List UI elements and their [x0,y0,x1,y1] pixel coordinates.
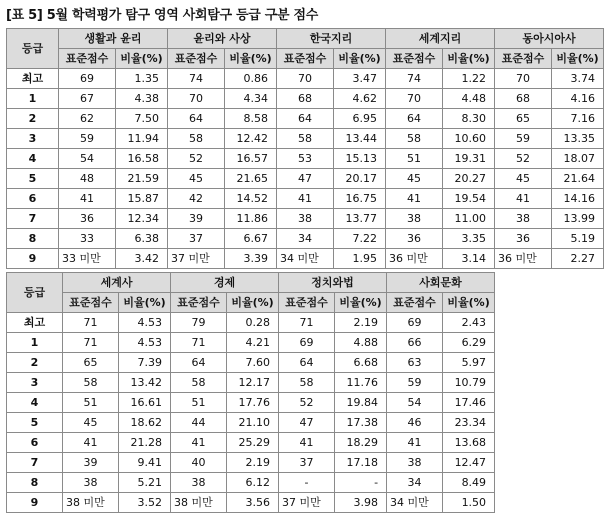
grade-cell: 9 [7,249,59,269]
ratio-cell: 5.19 [552,229,604,249]
ratio-cell: 4.34 [225,89,277,109]
score-table-2 [6,272,495,513]
grade-cell: 5 [7,413,63,433]
ratio-cell: 6.95 [334,109,386,129]
ratio-cell: 1.95 [334,249,386,269]
ratio-cell: 16.58 [116,149,168,169]
score-table-1 [6,28,604,269]
ratio-cell: 21.65 [225,169,277,189]
grade-cell: 7 [7,209,59,229]
std-score-cell: 45 [168,169,225,189]
ratio-cell: 3.35 [443,229,495,249]
ratio-cell: 9.41 [119,453,171,473]
std-score-cell: 44 [171,413,227,433]
ratio-cell: 17.76 [227,393,279,413]
std-score-cell: 51 [171,393,227,413]
subject-header: 세계사 [63,273,171,293]
ratio-cell: 14.52 [225,189,277,209]
ratio-cell: 17.38 [335,413,387,433]
grade-cell: 9 [7,493,63,513]
table-row [7,493,495,513]
std-score-cell: 62 [59,109,116,129]
ratio-cell: 13.77 [334,209,386,229]
std-score-cell: 53 [277,149,334,169]
std-score-cell: 37 [168,229,225,249]
subject-header: 동아시아사 [495,29,604,49]
std-score-header: 표준점수 [386,49,443,69]
ratio-cell: 2.19 [335,313,387,333]
std-score-cell: 34 [277,229,334,249]
subject-header: 정치와법 [279,273,387,293]
ratio-header: 비율(%) [552,49,604,69]
std-score-cell: 67 [59,89,116,109]
ratio-cell: 3.56 [227,493,279,513]
std-score-cell: 52 [279,393,335,413]
ratio-cell: 14.16 [552,189,604,209]
ratio-cell: 4.21 [227,333,279,353]
table-row [7,413,495,433]
std-score-cell: 37 미만 [168,249,225,269]
ratio-cell: 8.30 [443,109,495,129]
std-score-cell: 39 [168,209,225,229]
std-score-cell: 46 [387,413,443,433]
std-score-cell: 54 [387,393,443,413]
std-score-cell: 64 [171,353,227,373]
ratio-cell: 16.75 [334,189,386,209]
std-score-cell: 41 [63,433,119,453]
std-score-cell: 68 [277,89,334,109]
ratio-cell: 21.64 [552,169,604,189]
std-score-cell: 79 [171,313,227,333]
grade-cell: 4 [7,149,59,169]
std-score-cell: 33 [59,229,116,249]
std-score-cell: 41 [387,433,443,453]
ratio-cell: 15.13 [334,149,386,169]
std-score-cell: 71 [63,313,119,333]
ratio-cell: 20.17 [334,169,386,189]
ratio-cell: 17.18 [335,453,387,473]
std-score-cell: 38 미만 [63,493,119,513]
ratio-cell: 17.46 [443,393,495,413]
table-row [7,249,604,269]
ratio-cell: 1.50 [443,493,495,513]
subject-header: 세계지리 [386,29,495,49]
std-score-cell: 71 [171,333,227,353]
ratio-cell: 7.22 [334,229,386,249]
ratio-cell: 1.35 [116,69,168,89]
ratio-cell: 11.86 [225,209,277,229]
grade-header: 등급 [7,273,63,313]
std-score-cell: 63 [387,353,443,373]
std-score-cell: 58 [277,129,334,149]
std-score-cell: 36 [495,229,552,249]
grade-cell: 5 [7,169,59,189]
std-score-cell: 41 [279,433,335,453]
std-score-cell: 34 [387,473,443,493]
table-row [7,393,495,413]
ratio-cell: 11.00 [443,209,495,229]
ratio-header: 비율(%) [227,293,279,313]
ratio-cell: 13.35 [552,129,604,149]
ratio-cell: 2.19 [227,453,279,473]
ratio-cell: 21.28 [119,433,171,453]
table-row [7,209,604,229]
ratio-cell: 7.60 [227,353,279,373]
table-row [7,89,604,109]
subject-header: 사회문화 [387,273,495,293]
std-score-cell: 58 [279,373,335,393]
table-row [7,453,495,473]
ratio-cell: 5.21 [119,473,171,493]
table-row [7,69,604,89]
std-score-cell: 47 [277,169,334,189]
std-score-header: 표준점수 [168,49,225,69]
ratio-cell: 4.53 [119,313,171,333]
subject-header: 생활과 윤리 [59,29,168,49]
ratio-cell: 4.16 [552,89,604,109]
std-score-cell: 65 [63,353,119,373]
std-score-cell: - [279,473,335,493]
ratio-cell: 11.76 [335,373,387,393]
std-score-cell: 59 [387,373,443,393]
std-score-cell: 36 미만 [495,249,552,269]
ratio-cell: 13.99 [552,209,604,229]
std-score-cell: 41 [386,189,443,209]
ratio-cell: 25.29 [227,433,279,453]
ratio-cell: 7.39 [119,353,171,373]
ratio-cell: 16.61 [119,393,171,413]
table-row [7,169,604,189]
std-score-header: 표준점수 [279,293,335,313]
ratio-cell: 0.28 [227,313,279,333]
grade-cell: 6 [7,433,63,453]
std-score-cell: 70 [386,89,443,109]
ratio-cell: 4.53 [119,333,171,353]
table-row [7,109,604,129]
ratio-cell: 4.48 [443,89,495,109]
std-score-cell: 38 [386,209,443,229]
ratio-cell: 4.38 [116,89,168,109]
ratio-cell: 21.10 [227,413,279,433]
grade-cell: 8 [7,473,63,493]
std-score-header: 표준점수 [277,49,334,69]
subject-header: 윤리와 사상 [168,29,277,49]
std-score-cell: 33 미만 [59,249,116,269]
std-score-cell: 64 [386,109,443,129]
ratio-cell: 6.68 [335,353,387,373]
table-caption: [표 5] 5월 학력평가 탐구 영역 사회탐구 등급 구분 점수 [6,8,318,23]
grade-cell: 3 [7,129,59,149]
ratio-cell: 18.62 [119,413,171,433]
grade-cell: 7 [7,453,63,473]
std-score-cell: 58 [63,373,119,393]
ratio-cell: 3.14 [443,249,495,269]
table-row [7,149,604,169]
std-score-cell: 42 [168,189,225,209]
std-score-cell: 59 [495,129,552,149]
grade-cell: 1 [7,333,63,353]
ratio-cell: 19.54 [443,189,495,209]
ratio-cell: 13.42 [119,373,171,393]
ratio-cell: 6.67 [225,229,277,249]
ratio-header: 비율(%) [119,293,171,313]
std-score-cell: 38 [277,209,334,229]
ratio-cell: 18.07 [552,149,604,169]
std-score-cell: 47 [279,413,335,433]
std-score-cell: 64 [277,109,334,129]
grade-cell: 4 [7,393,63,413]
ratio-cell: 3.98 [335,493,387,513]
std-score-cell: 64 [168,109,225,129]
ratio-cell: 3.74 [552,69,604,89]
std-score-cell: 45 [386,169,443,189]
subject-header: 한국지리 [277,29,386,49]
ratio-cell: 7.50 [116,109,168,129]
std-score-header: 표준점수 [387,293,443,313]
std-score-cell: 58 [386,129,443,149]
grade-cell: 2 [7,353,63,373]
std-score-cell: 74 [168,69,225,89]
std-score-cell: 70 [168,89,225,109]
ratio-cell: 20.27 [443,169,495,189]
std-score-cell: 71 [279,313,335,333]
ratio-cell: 4.62 [334,89,386,109]
ratio-cell: 7.16 [552,109,604,129]
ratio-cell: 2.27 [552,249,604,269]
std-score-header: 표준점수 [495,49,552,69]
ratio-cell: 12.17 [227,373,279,393]
std-score-cell: 36 미만 [386,249,443,269]
ratio-cell: 12.42 [225,129,277,149]
std-score-cell: 70 [495,69,552,89]
table-row [7,229,604,249]
std-score-cell: 65 [495,109,552,129]
ratio-cell: 19.31 [443,149,495,169]
ratio-cell: 15.87 [116,189,168,209]
std-score-cell: 45 [495,169,552,189]
ratio-cell: 6.29 [443,333,495,353]
std-score-cell: 38 [171,473,227,493]
ratio-cell: 0.86 [225,69,277,89]
std-score-cell: 38 [495,209,552,229]
ratio-cell: 10.60 [443,129,495,149]
std-score-cell: 52 [495,149,552,169]
std-score-cell: 36 [386,229,443,249]
table-row [7,189,604,209]
std-score-cell: 41 [171,433,227,453]
std-score-cell: 41 [59,189,116,209]
std-score-cell: 52 [168,149,225,169]
std-score-cell: 69 [279,333,335,353]
grade-cell: 1 [7,89,59,109]
ratio-header: 비율(%) [334,49,386,69]
std-score-cell: 34 미만 [277,249,334,269]
std-score-cell: 54 [59,149,116,169]
std-score-cell: 69 [387,313,443,333]
table-row [7,473,495,493]
ratio-cell: 11.94 [116,129,168,149]
std-score-cell: 36 [59,209,116,229]
std-score-cell: 51 [386,149,443,169]
ratio-cell: 19.84 [335,393,387,413]
grade-cell: 최고 [7,69,59,89]
ratio-cell: 6.38 [116,229,168,249]
ratio-cell: 3.47 [334,69,386,89]
ratio-cell: 12.34 [116,209,168,229]
ratio-cell: 6.12 [227,473,279,493]
std-score-cell: 71 [63,333,119,353]
std-score-cell: 45 [63,413,119,433]
std-score-cell: 39 [63,453,119,473]
ratio-header: 비율(%) [116,49,168,69]
std-score-cell: 58 [168,129,225,149]
grade-cell: 6 [7,189,59,209]
std-score-cell: 41 [277,189,334,209]
ratio-cell: 1.22 [443,69,495,89]
subject-header: 경제 [171,273,279,293]
std-score-cell: 68 [495,89,552,109]
grade-cell: 3 [7,373,63,393]
ratio-cell: 4.88 [335,333,387,353]
ratio-header: 비율(%) [443,293,495,313]
std-score-cell: 58 [171,373,227,393]
ratio-cell: 21.59 [116,169,168,189]
table-row [7,353,495,373]
table-body [7,313,495,513]
std-score-cell: 41 [495,189,552,209]
ratio-cell: 3.39 [225,249,277,269]
std-score-cell: 37 [279,453,335,473]
ratio-cell: 16.57 [225,149,277,169]
ratio-cell: 10.79 [443,373,495,393]
table-row [7,333,495,353]
table-row [7,129,604,149]
ratio-header: 비율(%) [335,293,387,313]
ratio-cell: 13.44 [334,129,386,149]
ratio-cell: 3.52 [119,493,171,513]
ratio-cell: 13.68 [443,433,495,453]
std-score-cell: 69 [59,69,116,89]
ratio-cell: 8.49 [443,473,495,493]
grade-cell: 최고 [7,313,63,333]
std-score-cell: 40 [171,453,227,473]
std-score-header: 표준점수 [59,49,116,69]
ratio-cell: 2.43 [443,313,495,333]
ratio-cell: 12.47 [443,453,495,473]
ratio-cell: 5.97 [443,353,495,373]
grade-cell: 8 [7,229,59,249]
std-score-cell: 51 [63,393,119,413]
ratio-cell: 8.58 [225,109,277,129]
std-score-header: 표준점수 [63,293,119,313]
ratio-cell: - [335,473,387,493]
std-score-header: 표준점수 [171,293,227,313]
table-row [7,433,495,453]
std-score-cell: 37 미만 [279,493,335,513]
ratio-cell: 18.29 [335,433,387,453]
std-score-cell: 66 [387,333,443,353]
std-score-cell: 59 [59,129,116,149]
ratio-cell: 3.42 [116,249,168,269]
std-score-cell: 38 [387,453,443,473]
std-score-cell: 34 미만 [387,493,443,513]
std-score-cell: 70 [277,69,334,89]
table-row [7,373,495,393]
ratio-cell: 23.34 [443,413,495,433]
std-score-cell: 48 [59,169,116,189]
ratio-header: 비율(%) [225,49,277,69]
table-row [7,313,495,333]
table-body [7,69,604,269]
ratio-header: 비율(%) [443,49,495,69]
std-score-cell: 38 [63,473,119,493]
std-score-cell: 74 [386,69,443,89]
std-score-cell: 64 [279,353,335,373]
std-score-cell: 38 미만 [171,493,227,513]
grade-header: 등급 [7,29,59,69]
grade-cell: 2 [7,109,59,129]
